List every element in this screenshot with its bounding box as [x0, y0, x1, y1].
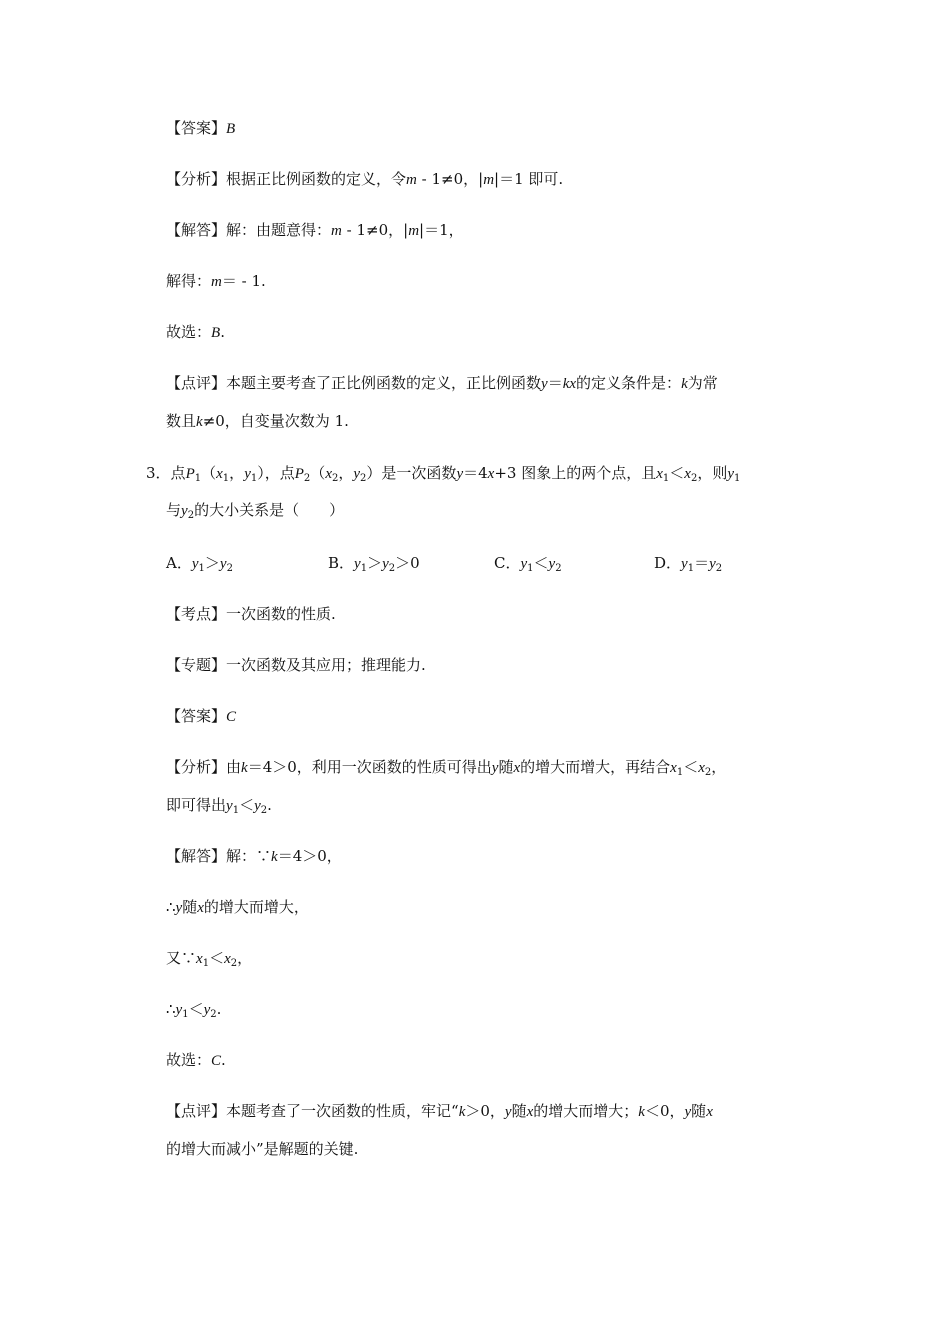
q3-comment-line2: 的增大而减小”是解题的关键.: [166, 1140, 359, 1158]
q3-solution: 【解答】解：∵k＝4＞0，: [166, 847, 342, 865]
q3-step2: 又$\because x_1<x_2$，: [166, 949, 253, 969]
q3-option-b[interactable]: B．$y_1>y_2>0$: [328, 554, 420, 574]
prev-comment-line2: 数且k≠0，自变量次数为 1.: [166, 412, 349, 430]
q3-stem-line2: 与$y_2$的大小关系是（ ）: [166, 501, 345, 521]
q3-option-c[interactable]: C．$y_1<y_2$: [494, 554, 562, 574]
prev-answer: 【答案】B: [166, 119, 236, 137]
prev-solution: 【解答】解：由题意得：m - 1≠0，|m|＝1，: [166, 221, 464, 239]
q3-point: 【考点】一次函数的性质.: [166, 605, 336, 623]
prev-comment-line1: 【点评】本题主要考查了正比例函数的定义，正比例函数y＝kx的定义条件是：k为常: [166, 374, 718, 392]
prev-solved: 解得：m＝ - 1.: [166, 272, 266, 290]
q3-step1: ∴y随x的增大而增大，: [166, 898, 309, 916]
q3-analysis-line1: 【分析】由k＝4＞0，利用一次函数的性质可得出y随x的增大而增大，再结合$x_1<x_2$，: [166, 758, 727, 778]
q3-stem-line1: 3．点$P_1(x_1$，$y_1$），点$P_2(x_2$，$y_2$）是一次函数y＝4x+3 图象上的两个点，且$x_1<x_2$，则$y_1$: [146, 464, 741, 484]
q3-choose: 故选：C.: [166, 1051, 226, 1069]
q3-comment-line1: 【点评】本题考查了一次函数的性质，牢记“k＞0，y随x的增大而增大；k＜0，y随x: [166, 1102, 713, 1120]
q3-analysis-line2: 即可得出$y_1<y_2$.: [166, 796, 272, 816]
q3-answer: 【答案】C: [166, 707, 237, 725]
q3-option-a[interactable]: A．$y_1>y_2$: [166, 554, 233, 574]
prev-analysis: 【分析】根据正比例函数的定义，令m - 1≠0，|m|＝1 即可.: [166, 170, 564, 188]
q3-option-d[interactable]: D．$y_1=y_2$: [654, 554, 723, 574]
prev-choose: 故选：B.: [166, 323, 225, 341]
q3-step3: $\therefore y_1<y_2$.: [166, 1000, 222, 1020]
q3-topic: 【专题】一次函数及其应用；推理能力.: [166, 656, 426, 674]
